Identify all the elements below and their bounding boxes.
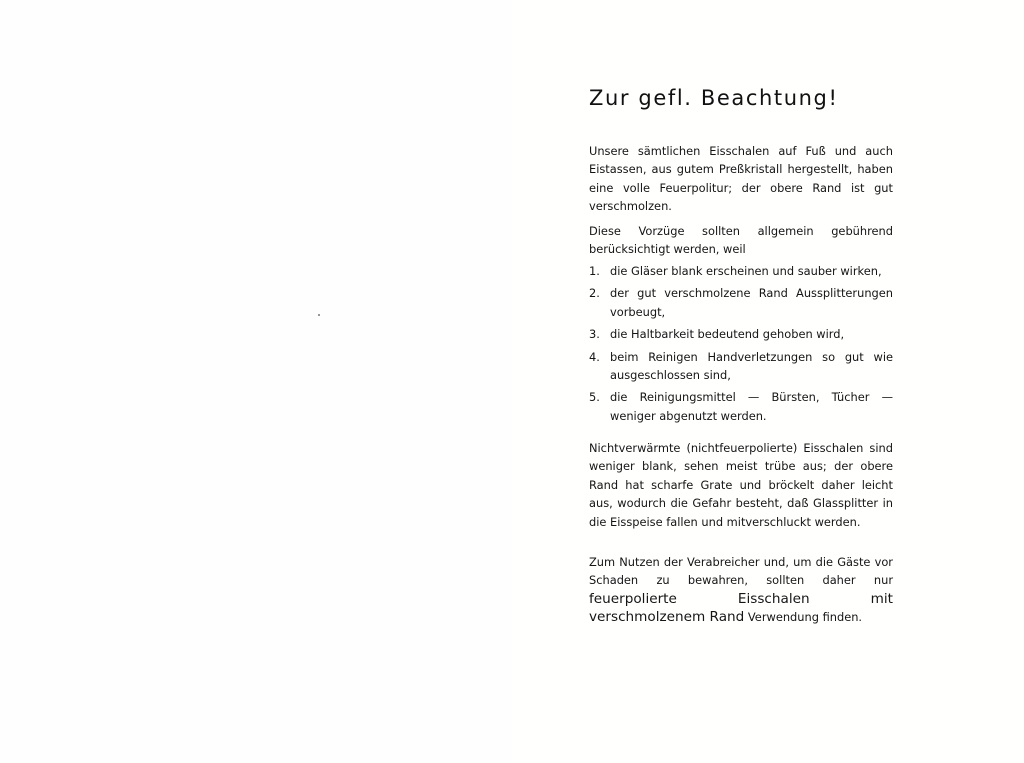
page-title: Zur gefl. Beachtung! (589, 86, 839, 111)
list-item: 3. die Haltbarkeit bedeutend gehoben wird, (589, 327, 845, 342)
list-item: 5. die Reinigungsmittel — Bürsten, Tücher — weniger abgenutzt werden. (589, 390, 893, 423)
list-item: 2. der gut verschmolzene Rand Aussplitterungen vorbeugt, (589, 286, 893, 319)
advantages-paragraph: Diese Vorzüge sollten allgemein gebührend berücksichtigt werden, weil (589, 224, 893, 257)
list-item: 1. die Gläser blank erscheinen und sauber wirken, (589, 264, 882, 278)
intro-paragraph: Unsere sämtlichen Eisschalen auf Fuß und auch Eistassen, aus gutem Preßkristall hergestellt, haben eine volle Feuerpolitur; der obere Rand ist gut verschmolzen. (589, 144, 893, 214)
conclusion-paragraph: Zum Nutzen der Verabreicher und, um die Gäste vor Schaden zu bewahren, sollten daher nur feuerpolierte Eisschalen mit verschmolzenem Rand Verwendung finden. (589, 555, 893, 626)
advantages-list (589, 262, 893, 429)
warning-paragraph: Nichtverwärmte (nichtfeuerpolierte) Eisschalen sind weniger blank, sehen meist trübe aus; der obere Rand hat scharfe Grate und bröckelt daher leicht aus, wodurch die Gefahr besteht, daß Glassplitter in die Eisspeise fallen und mitverschluckt werden. (589, 441, 893, 529)
paper-speck (318, 314, 320, 316)
emphasis-text: feuerpolierte Eisschalen mit verschmolzenem Rand (589, 590, 893, 626)
list-item: 4. beim Reinigen Handverletzungen so gut wie ausgeschlossen sind, (589, 349, 893, 383)
